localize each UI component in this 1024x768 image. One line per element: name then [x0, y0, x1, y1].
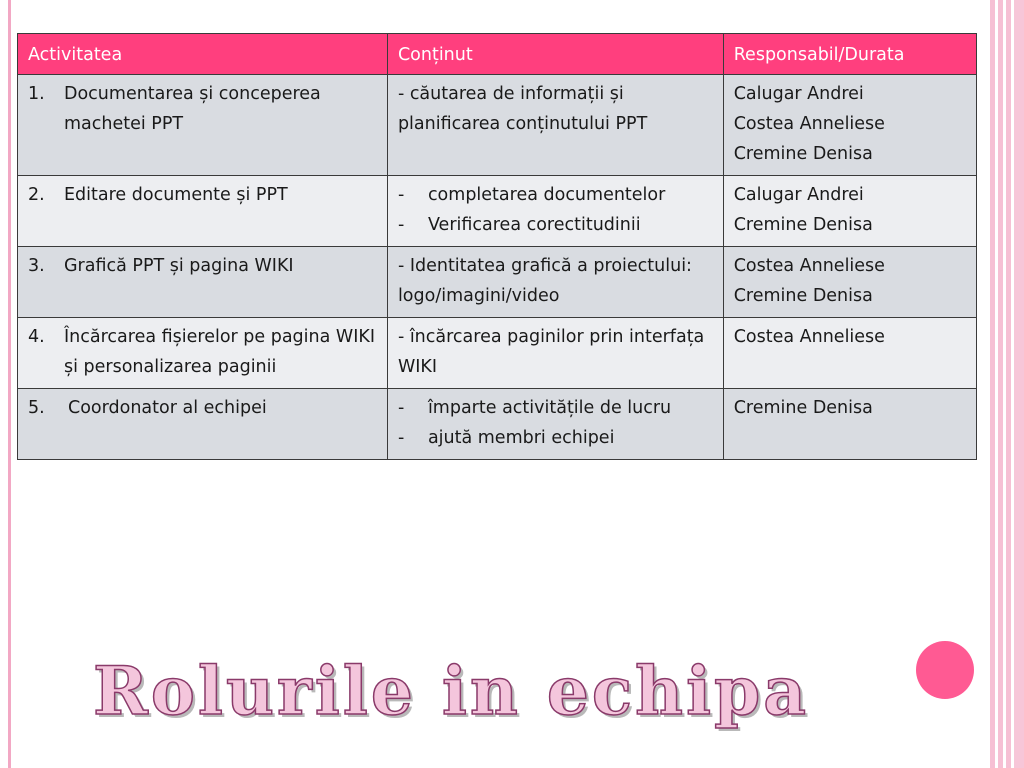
content-text: completarea documentelor [427, 185, 666, 205]
responsible-name: Cremine Denisa [733, 215, 873, 235]
decorative-dot [916, 641, 974, 699]
responsible-cell [723, 389, 976, 460]
row-number: 1. [28, 84, 45, 104]
content-text: ajută membri echipei [427, 428, 615, 448]
table-row [18, 176, 977, 247]
responsible-cell [723, 318, 976, 389]
activity-text: Grafică PPT și pagina WIKI [64, 256, 294, 276]
table-row [18, 247, 977, 318]
activity-text: Încărcarea fișierelor pe pagina WIKI și personalizarea paginii [64, 327, 376, 377]
table-row [18, 75, 977, 176]
bullet-dash: - [397, 428, 405, 448]
responsible-name: Cremine Denisa [733, 144, 873, 164]
content-bullet [398, 393, 713, 423]
responsible-name: Costea Anneliese [733, 256, 885, 276]
content-bullet [398, 210, 713, 240]
left-frame-line [8, 0, 11, 768]
activity-cell [18, 75, 388, 176]
activity-cell [18, 318, 388, 389]
content-cell [387, 176, 723, 247]
bullet-dash: - [397, 398, 405, 418]
content-text: Verificarea corectitudinii [427, 215, 641, 235]
content-cell [387, 389, 723, 460]
content-text: - încărcarea paginilor prin interfața WIKI [397, 327, 705, 377]
activity-cell [18, 389, 388, 460]
activity-cell [18, 247, 388, 318]
responsible-name: Costea Anneliese [733, 327, 885, 347]
responsible-name: Calugar Andrei [733, 84, 864, 104]
content-text: - Identitatea grafică a proiectului: logo/imagini/video [397, 256, 692, 306]
table-header-row [18, 34, 977, 75]
content-text: - căutarea de informații și planificarea conținutului PPT [397, 84, 648, 134]
content-cell [387, 247, 723, 318]
header-content: Conținut [387, 34, 723, 75]
responsible-cell [723, 176, 976, 247]
row-number: 2. [28, 185, 45, 205]
responsible-name: Costea Anneliese [733, 114, 885, 134]
content-text: împarte activitățile de lucru [427, 398, 672, 418]
header-responsible: Responsabil/Durata [723, 34, 976, 75]
row-number: 5. [28, 398, 45, 418]
bullet-dash: - [397, 215, 405, 235]
bullet-dash: - [397, 185, 405, 205]
row-number: 4. [28, 327, 45, 347]
content-cell [387, 318, 723, 389]
slide-title: Rolurile in echipa [93, 652, 809, 730]
content-bullet [398, 180, 713, 210]
right-stripe-band [982, 0, 1024, 768]
activity-text: Coordonator al echipei [68, 398, 267, 418]
roles-table [17, 33, 977, 460]
responsible-name: Cremine Denisa [733, 398, 873, 418]
responsible-name: Cremine Denisa [733, 286, 873, 306]
row-number: 3. [28, 256, 45, 276]
responsible-cell [723, 247, 976, 318]
responsible-cell [723, 75, 976, 176]
activity-cell [18, 176, 388, 247]
activity-text: Editare documente și PPT [64, 185, 288, 205]
header-activity: Activitatea [18, 34, 388, 75]
table-row [18, 318, 977, 389]
content-cell [387, 75, 723, 176]
responsible-name: Calugar Andrei [733, 185, 864, 205]
content-bullet [398, 423, 713, 453]
table-row [18, 389, 977, 460]
activity-text: Documentarea și conceperea machetei PPT [64, 84, 321, 134]
